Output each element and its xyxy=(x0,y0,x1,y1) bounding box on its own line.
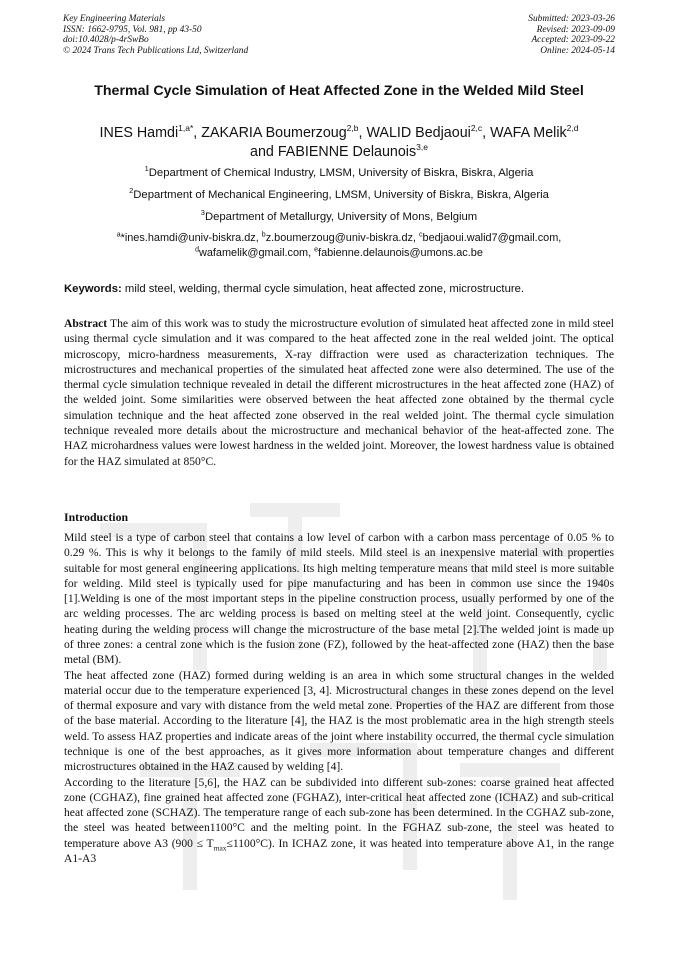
author-name: ZAKARIA Boumerzoug xyxy=(201,125,347,141)
email-mark: d xyxy=(195,245,199,253)
email-link[interactable]: z.boumerzoug@univ-biskra.dz, xyxy=(265,232,420,244)
abstract-text: The aim of this work was to study the microstructure evolution of simulated heat affected zone in mild steel using thermal cycle simulation and it was compared to the heat affected zone in the real welded joint. The optical microscopy, micro-hardness measurements, X-ray diffraction were used as characterization techniques. The microstructures and mechanical properties of the simulated heat affected zone were also determined. The use of the thermal cycle simulation technique revealed in detail the different microstructures in the heat affected zone (HAZ) of the welded joint. Some similarities were observed between the heat affected zone obtained by the thermal cycle simulation technique and the heat affected zone observed in the real welded joint. The thermal cycle simulation technique revealed more details about the microstructure and mechanical behavior of the heat-affected zone. The HAZ microhardness values were lowest hardness in the welded joint. Moreover, the lowest hardness value is obtained for the HAZ simulated at 850°C. xyxy=(64,317,614,468)
affiliation-1 xyxy=(40,166,638,180)
paper-title: Thermal Cycle Simulation of Heat Affected Zone in the Welded Mild Steel xyxy=(94,83,584,99)
affiliation-mark: 1 xyxy=(144,164,149,174)
author-affiliation-mark: 1,a* xyxy=(178,123,194,134)
submitted-date: Submitted: 2023-03-26 xyxy=(528,14,615,24)
affiliation-2 xyxy=(40,188,638,202)
email-mark: b xyxy=(261,231,266,239)
affiliation-text: Department of Mechanical Engineering, LMSM, University of Biskra, Biskra, Algeria xyxy=(133,189,549,201)
author-affiliation-mark: 2,d xyxy=(566,123,579,134)
author-emails xyxy=(40,231,638,260)
author-separator: , xyxy=(482,125,491,141)
affiliation-mark: 2 xyxy=(129,186,134,196)
paragraph xyxy=(64,775,614,867)
email-link[interactable]: bedjaoui.walid7@gmail.com, xyxy=(422,232,562,244)
affiliation-mark: 3 xyxy=(200,208,205,218)
email-link[interactable]: *ines.hamdi@univ-biskra.dz, xyxy=(120,232,262,244)
email-link[interactable]: fabienne.delaunois@umons.ac.be xyxy=(318,246,483,259)
affiliation-3 xyxy=(40,210,638,224)
introduction-heading: Introduction xyxy=(64,510,129,524)
online-date: Online: 2024-05-14 xyxy=(540,45,615,56)
keywords-text: mild steel, welding, thermal cycle simulation, heat affected zone, microstructure. xyxy=(121,283,525,295)
author-name: WALID Bedjaoui xyxy=(366,125,471,141)
affiliation-text: Department of Chemical Industry, LMSM, University of Biskra, Biskra, Algeria xyxy=(148,167,534,179)
author-affiliation-mark: 2,c xyxy=(470,123,483,134)
paragraph: Mild steel is a type of carbon steel that contains a low level of carbon with a carbon mass percentage of 0.05 % to 0.29 %. This is why it belongs to the family of mild steels. Mild steel is an inexpensive material with properties suitable for most general engineering applications. Its high melting temperature means that mild steel is more suitable for welding. Mild steel is typically used for pipe manufacturing and has been in common use since the 1940s [1].Welding is one of the most important steps in the pipeline construction process, usually performed by one of the arc welding processes. The arc welding process is based on melting steel at the weld joint. Consequently, cyclic heating during the welding process will change the microstructure of the base metal [2].The welded joint is made up of three zones: a central zone which is the fusion zone (FZ), followed by the heat-affected zone (HAZ) then the base metal (BM). xyxy=(64,531,614,667)
author-separator: and xyxy=(250,143,278,160)
email-link[interactable]: wafamelik@gmail.com, xyxy=(198,246,315,259)
copyright: © 2024 Trans Tech Publications Ltd, Switzerland xyxy=(63,45,249,56)
introduction-body xyxy=(64,530,614,866)
journal-name: Key Engineering Materials xyxy=(63,14,166,24)
paragraph-text: ≤1100°C). In ICHAZ zone, it was heated into temperature above A1, in the range A1-A3 xyxy=(64,836,614,865)
author-name: WAFA Melik xyxy=(490,125,567,141)
author-affiliation-mark: 2,b xyxy=(346,123,359,134)
journal-info xyxy=(63,14,248,56)
author-separator: , xyxy=(358,125,367,141)
email-mark: e xyxy=(314,245,319,253)
abstract-label: Abstract xyxy=(64,317,108,330)
abstract xyxy=(64,316,614,469)
issn-volume: ISSN: 1662-9795, Vol. 981, pp 43-50 xyxy=(63,24,202,35)
author-name: FABIENNE Delaunois xyxy=(277,143,417,160)
author-name: INES Hamdi xyxy=(99,125,179,141)
doi: doi:10.4028/p-4rSwBo xyxy=(63,35,149,46)
accepted-date: Accepted: 2023-09-22 xyxy=(531,35,615,46)
keywords-label: Keywords: xyxy=(64,283,122,295)
email-mark: a xyxy=(116,231,121,239)
author-affiliation-mark: 3,e xyxy=(416,141,428,152)
keywords xyxy=(64,282,624,296)
author-separator: , xyxy=(193,125,202,141)
affiliation-text: Department of Metallurgy, University of Mons, Belgium xyxy=(204,211,478,223)
revised-date: Revised: 2023-09-09 xyxy=(536,24,615,35)
email-mark: c xyxy=(419,231,423,239)
subscript-max: max xyxy=(213,842,227,852)
paragraph: The heat affected zone (HAZ) formed during welding is an area in which some structural changes in the welded material occur due to the temperature experienced [3, 4]. Microstructural changes in these zones depend on the level of thermal exposure and vary with distance from the weld metal zone. Properties of the HAZ are different from those of the base material. According to the literature [4], the HAZ is the most problematic area in the high strength steels weld. To assess HAZ properties and indicate areas of the joint where instability occurred, the thermal cycle simulation technique is one of the best approaches, as it gives more information about temperature changes and different microstructures obtained in the HAZ caused by welding [4]. xyxy=(64,668,614,774)
paragraph-text: According to the literature [5,6], the HAZ can be subdivided into different sub-zones: coarse grained heat affected zone (CGHAZ), fine grained heat affected zone (FGHAZ), inter-critical heat affected zone (ICHAZ) and sub-critical heat affected zone (SCHAZ). The temperature range of each sub-zone has been determined. In the CGHAZ sub-zone, the steel was heated between1100°C and the melting point. In the FGHAZ sub-zone, the steel was heated to temperature above A3 (900 ≤ T xyxy=(64,775,614,850)
author-list xyxy=(50,124,628,161)
publication-dates xyxy=(528,14,615,56)
